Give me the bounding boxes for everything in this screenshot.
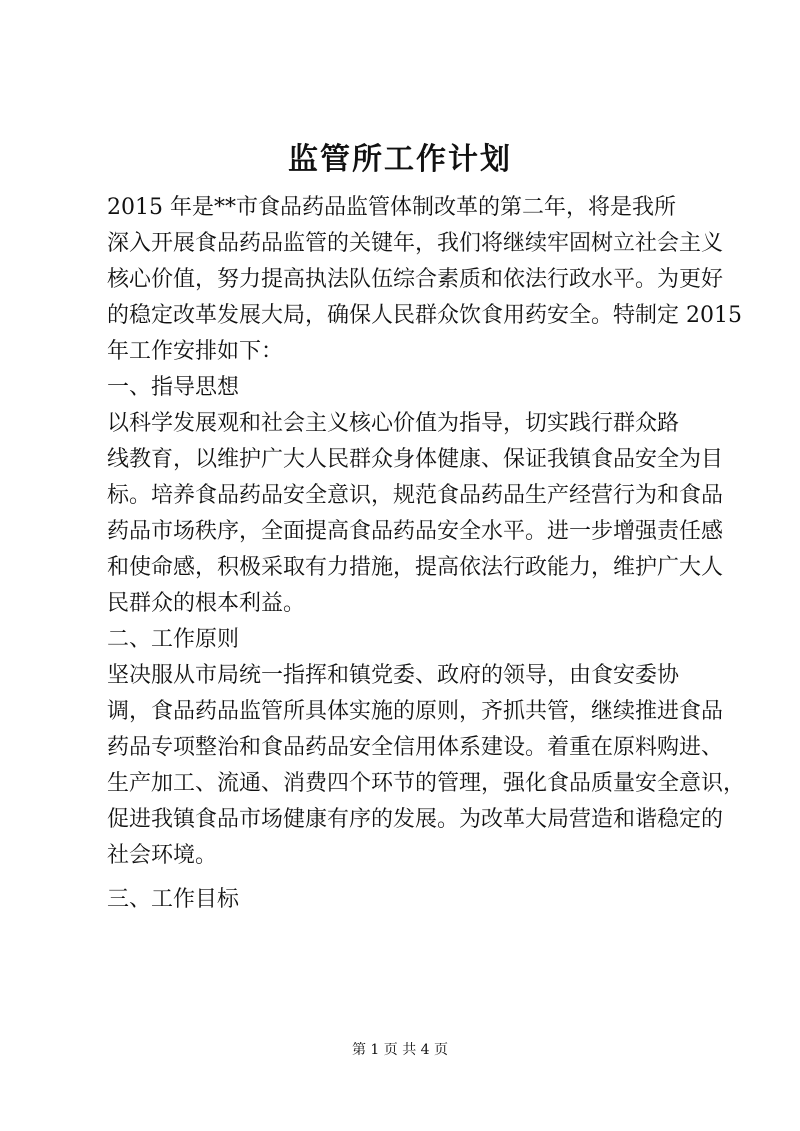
paragraph-line: 坚决服从市局统一指挥和镇党委、政府的领导，由食安委协 (107, 663, 680, 688)
paragraph-line: 标。培养食品药品安全意识，规范食品药品生产经营行为和食品 (107, 483, 724, 508)
section-heading: 一、指导思想 (107, 375, 240, 400)
paragraph-line: 调，食品药品监管所具体实施的原则，齐抓共管，继续推进食品 (107, 699, 724, 724)
page-number-footer: 第 1 页 共 4 页 (351, 1042, 449, 1058)
paragraph-line: 药品市场秩序，全面提高食品药品安全水平。进一步增强责任感 (107, 519, 724, 544)
document-title: 监管所工作计划 (288, 142, 512, 177)
paragraph-line: 2015 年是**市食品药品监管体制改革的第二年，将是我所 (107, 195, 676, 220)
paragraph-line: 以科学发展观和社会主义核心价值为指导，切实践行群众路 (107, 411, 680, 436)
paragraph-line: 和使命感，积极采取有力措施，提高依法行政能力，维护广大人 (107, 555, 724, 580)
paragraph-line: 线教育，以维护广大人民群众身体健康、保证我镇食品安全为目 (107, 447, 724, 472)
paragraph-line: 生产加工、流通、消费四个环节的管理，强化食品质量安全意识， (107, 771, 746, 796)
paragraph-line: 民群众的根本利益。 (107, 591, 306, 616)
section-heading: 三、工作目标 (107, 887, 240, 912)
paragraph-line: 年工作安排如下： (107, 339, 284, 364)
section-heading: 二、工作原则 (107, 627, 240, 652)
paragraph-line: 药品专项整治和食品药品安全信用体系建设。着重在原料购进、 (107, 735, 724, 760)
paragraph-line: 深入开展食品药品监管的关键年，我们将继续牢固树立社会主义 (107, 231, 724, 256)
paragraph-line: 社会环境。 (107, 843, 218, 868)
paragraph-line: 的稳定改革发展大局，确保人民群众饮食用药安全。特制定 2015 (107, 303, 742, 328)
paragraph-line: 促进我镇食品市场健康有序的发展。为改革大局营造和谐稳定的 (107, 807, 724, 832)
paragraph-line: 核心价值，努力提高执法队伍综合素质和依法行政水平。为更好 (107, 267, 724, 292)
